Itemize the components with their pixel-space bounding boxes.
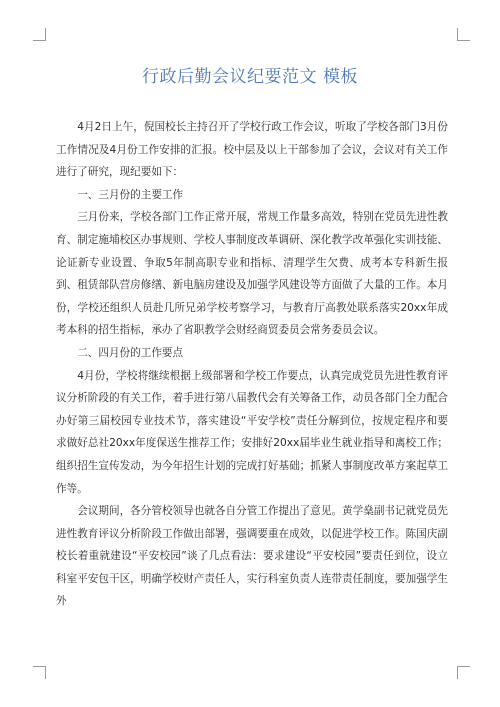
- section-heading-april: 二、四月份的工作要点: [77, 346, 184, 359]
- meeting-discussion-paragraph: 会议期间，各分管校领导也就各自分管工作提出了意见。黄学燊副书记就党员先进性教育评议分析阶段工作做出部署，强调要重在成效，以促进学校工作。陈国庆副校长着重就建设“平安校园”谈了几点看法：要求建设“平安校园”要责任到位，设立科室平安包干区，明确学校财产责任人，实行科室负责人连带责任制度，要加强学生外: [56, 505, 448, 608]
- march-work-paragraph: 三月份来，学校各部门工作正常开展，常规工作量多高效，特别在党员先进性教育、制定施埔校区办事规则、学校人事制度改革调研、深化教学改革强化实训技能、论证新专业设置、争取5年制高职专业和指标、清理学生欠费、成考本专科新生报到、租赁部队营房修缮、新电脑房建设及加强学风建设等方面做了大量的工作。本月份，学校还组织人员赴几所兄弟学校考察学习，与教育厅高教处联系落实20xx年成考本科的招生指标，承办了省职教学会财经商贸委员会常务委员会议。: [56, 211, 448, 337]
- crop-mark-bottom-right: [457, 666, 470, 679]
- document-title: 行政后勤会议纪要范文 模板: [142, 67, 358, 87]
- document-body: [56, 116, 448, 613]
- intro-paragraph: 4月2日上午，倪国校长主持召开了学校行政工作会议，听取了学校各部门3月份工作情况及4月份工作安排的汇报。校中层及以上干部参加了会议，会议对有关工作进行了研究，现纪要如下：: [56, 121, 448, 179]
- april-work-paragraph: 4月份，学校将继续根据上级部署和学校工作要点，认真完成党员先进性教育评议分析阶段的有关工作，着手进行第八届教代会有关筹备工作，动员各部门全力配合办好第三届校园专业技术节，落实建设“平安学校”责任分解到位，按规定程序和要求做好总社20xx年度保送生推荐工作；安排好20xx届毕业生就业指导和离校工作；组织招生宣传发动，为今年招生计划的完成打好基础；抓紧人事制度改革方案起草工作等。: [56, 369, 448, 495]
- section-heading-march: 一、三月份的主要工作: [77, 188, 184, 201]
- crop-mark-bottom-left: [33, 666, 46, 679]
- crop-mark-top-left: [33, 28, 46, 41]
- crop-mark-top-right: [457, 28, 470, 41]
